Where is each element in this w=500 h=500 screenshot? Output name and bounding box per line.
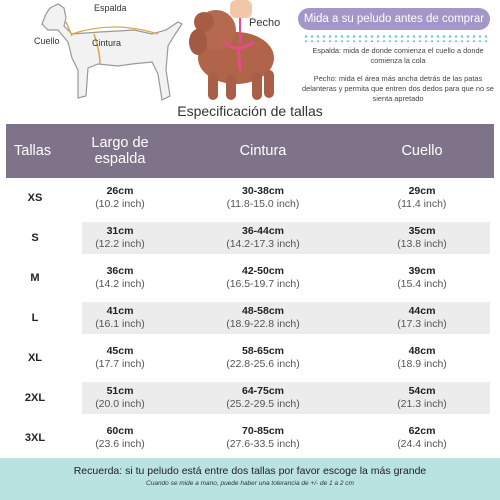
waist-cm: 58-65cm bbox=[241, 345, 285, 357]
size-table bbox=[6, 124, 494, 458]
header-neck: Cuello bbox=[401, 143, 443, 159]
footer-tolerance-note: Cuando se mide a mano, puede haber una tolerancia de +/- de 1 a 2 cm bbox=[146, 480, 354, 487]
waist-cell bbox=[176, 185, 350, 211]
neck-inch: (24.4 inch) bbox=[397, 438, 447, 450]
table-row bbox=[6, 418, 494, 458]
waist-cell bbox=[176, 425, 350, 451]
waist-cell bbox=[176, 305, 350, 331]
neck-cm: 44cm bbox=[408, 305, 436, 317]
back-inch: (10.2 inch) bbox=[95, 198, 145, 210]
back-cm: 36cm bbox=[106, 265, 134, 277]
back-inch: (14.2 inch) bbox=[95, 278, 145, 290]
cuello-label: Cuello bbox=[34, 36, 60, 46]
table-row bbox=[6, 178, 494, 218]
neck-cell bbox=[350, 385, 494, 411]
waist-cell bbox=[176, 345, 350, 371]
neck-cell bbox=[350, 305, 494, 331]
waist-inch: (22.8-25.6 inch) bbox=[226, 358, 300, 370]
waist-cell bbox=[176, 385, 350, 411]
neck-inch: (21.3 inch) bbox=[397, 398, 447, 410]
waist-inch: (16.5-19.7 inch) bbox=[226, 278, 300, 290]
dog-photo bbox=[182, 0, 292, 104]
espalda-label: Espalda bbox=[94, 3, 127, 13]
back-cell bbox=[64, 265, 176, 291]
waist-cm: 42-50cm bbox=[241, 265, 285, 277]
table-row bbox=[6, 218, 494, 258]
neck-cm: 39cm bbox=[408, 265, 436, 277]
waist-inch: (18.9-22.8 inch) bbox=[226, 318, 300, 330]
size-cell: XS bbox=[27, 192, 43, 204]
footer-note bbox=[0, 458, 500, 500]
back-cm: 31cm bbox=[106, 225, 134, 237]
back-cm: 51cm bbox=[106, 385, 134, 397]
waist-cm: 48-58cm bbox=[241, 305, 285, 317]
back-inch: (16.1 inch) bbox=[95, 318, 145, 330]
neck-inch: (18.9 inch) bbox=[397, 358, 447, 370]
neck-inch: (11.4 inch) bbox=[397, 198, 447, 210]
back-cm: 60cm bbox=[106, 425, 134, 437]
dotted-divider bbox=[303, 34, 488, 42]
header-back: Largo de espalda bbox=[91, 135, 149, 167]
back-cm: 45cm bbox=[106, 345, 134, 357]
waist-inch: (27.6-33.5 inch) bbox=[226, 438, 300, 450]
table-row bbox=[6, 258, 494, 298]
back-inch: (17.7 inch) bbox=[95, 358, 145, 370]
neck-inch: (17.3 inch) bbox=[397, 318, 447, 330]
neck-cm: 54cm bbox=[408, 385, 436, 397]
back-cm: 26cm bbox=[106, 185, 134, 197]
waist-inch: (11.8-15.0 inch) bbox=[226, 198, 300, 210]
measure-banner: Mida a su peludo antes de comprar bbox=[298, 8, 490, 30]
back-cell bbox=[64, 305, 176, 331]
size-cell: XL bbox=[27, 352, 43, 364]
table-row bbox=[6, 378, 494, 418]
neck-inch: (15.4 inch) bbox=[397, 278, 447, 290]
neck-cell bbox=[350, 225, 494, 251]
header-waist: Cintura bbox=[239, 143, 287, 159]
neck-inch: (13.8 inch) bbox=[397, 238, 447, 250]
footer-main-text: Recuerda: si tu peludo está entre dos tallas por favor escoge la más grande bbox=[73, 465, 427, 477]
back-inch: (12.2 inch) bbox=[95, 238, 145, 250]
neck-cm: 48cm bbox=[408, 345, 436, 357]
neck-cell bbox=[350, 265, 494, 291]
size-cell: 3XL bbox=[24, 432, 46, 444]
neck-cell bbox=[350, 345, 494, 371]
size-cell: L bbox=[31, 312, 39, 324]
neck-cm: 62cm bbox=[408, 425, 436, 437]
waist-cm: 64-75cm bbox=[241, 385, 285, 397]
back-cell bbox=[64, 225, 176, 251]
table-header bbox=[6, 124, 494, 178]
waist-inch: (25.2-29.5 inch) bbox=[226, 398, 300, 410]
dog-outline-diagram bbox=[28, 0, 188, 108]
back-cell bbox=[64, 425, 176, 451]
size-cell: M bbox=[30, 272, 40, 284]
neck-cm: 35cm bbox=[408, 225, 436, 237]
cintura-label: Cintura bbox=[92, 38, 122, 48]
header-size: Tallas bbox=[14, 143, 52, 159]
spec-title: Especificación de tallas bbox=[177, 103, 323, 119]
pecho-description: Pecho: mida el área más ancha detrás de las patas delanteras y permita que entren dos dedos para que no se sienta apretado bbox=[302, 74, 494, 103]
waist-cell bbox=[176, 225, 350, 251]
back-cell bbox=[64, 385, 176, 411]
neck-cell bbox=[350, 425, 494, 451]
back-inch: (20.0 inch) bbox=[95, 398, 145, 410]
waist-inch: (14.2-17.3 inch) bbox=[226, 238, 300, 250]
neck-cm: 29cm bbox=[408, 185, 436, 197]
back-cm: 41cm bbox=[106, 305, 134, 317]
waist-cell bbox=[176, 265, 350, 291]
waist-cm: 36-44cm bbox=[241, 225, 285, 237]
espalda-description: Espalda: mida de donde comienza el cuello a donde comienza la cola bbox=[312, 46, 484, 65]
table-row bbox=[6, 338, 494, 378]
neck-cell bbox=[350, 185, 494, 211]
back-cell bbox=[64, 185, 176, 211]
back-cell bbox=[64, 345, 176, 371]
size-cell: 2XL bbox=[24, 392, 46, 404]
table-row bbox=[6, 298, 494, 338]
size-cell: S bbox=[31, 232, 39, 244]
waist-cm: 30-38cm bbox=[241, 185, 285, 197]
pecho-label: Pecho bbox=[249, 17, 281, 29]
waist-cm: 70-85cm bbox=[241, 425, 285, 437]
back-inch: (23.6 inch) bbox=[95, 438, 145, 450]
